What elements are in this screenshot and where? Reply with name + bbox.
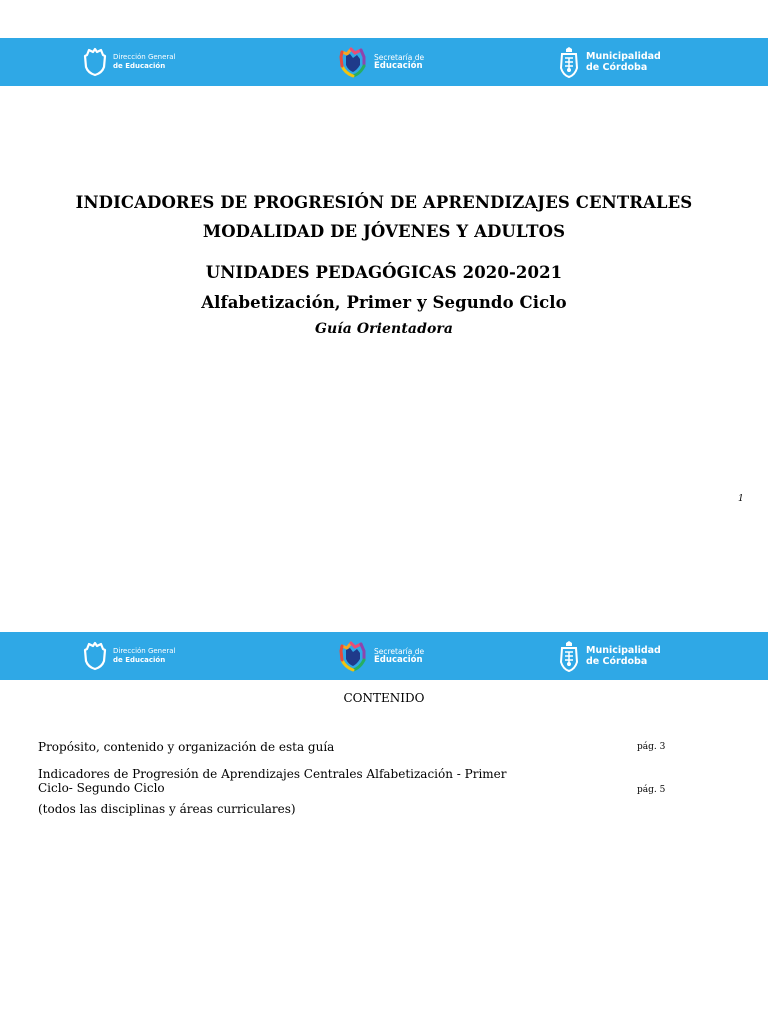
logo-line-2: de Córdoba [586,656,648,667]
logo-line-1: Secretaría de [374,647,425,656]
cover-guide-label: Guía Orientadora [314,321,454,337]
logo-line-1: Dirección General [113,53,176,61]
page-number: 1 [738,494,744,504]
logo-municipalidad [558,46,661,78]
logo-direccion-general [83,46,176,78]
logo-line-1: Municipalidad [586,51,661,62]
logo-line-2: de Córdoba [586,62,648,73]
toc-entry-label: Indicadores de Progresión de Aprendizajes Centrales Alfabetización - Primer Ciclo- Segundo Ciclo [38,767,507,795]
logo-line-2: Educación [374,655,423,665]
logo-line-2: Educación [374,61,423,71]
header-banner [0,632,768,680]
toc-entry-page: pág. 5 [637,785,666,795]
logo-line-2: de Educación [113,62,166,70]
toc-entry[interactable] [38,740,678,754]
logo-secretaria [338,46,424,78]
toc-entry-label: Propósito, contenido y organización de esta guía [38,740,335,754]
municipal-crest-icon [558,640,580,672]
logo-municipalidad [558,640,661,672]
logo-direccion-general [83,640,176,672]
logo-secretaria [338,640,424,672]
toc-entry-sublabel: (todos las disciplinas y áreas curriculares) [38,802,296,816]
cover-title-block [0,190,768,340]
colorful-shield-icon [338,46,368,78]
municipal-crest-icon [558,46,580,78]
shield-icon [83,47,107,77]
shield-icon [83,641,107,671]
logo-line-1: Dirección General [113,647,176,655]
logo-line-1: Municipalidad [586,645,661,656]
colorful-shield-icon [338,640,368,672]
cover-title-line-1: INDICADORES DE PROGRESIÓN DE APRENDIZAJES CENTRALES [75,193,693,212]
logo-line-1: Secretaría de [374,53,425,62]
cover-title-line-2: MODALIDAD DE JÓVENES Y ADULTOS [202,222,566,241]
toc-entry[interactable] [38,767,678,816]
logo-line-2: de Educación [113,656,166,664]
toc-entry-page: pág. 3 [637,742,666,752]
cover-subtitle-line-2: Alfabetización, Primer y Segundo Ciclo [201,293,567,312]
header-banner [0,38,768,86]
contents-heading: CONTENIDO [343,691,425,705]
cover-subtitle-line-1: UNIDADES PEDAGÓGICAS 2020-2021 [205,263,563,282]
